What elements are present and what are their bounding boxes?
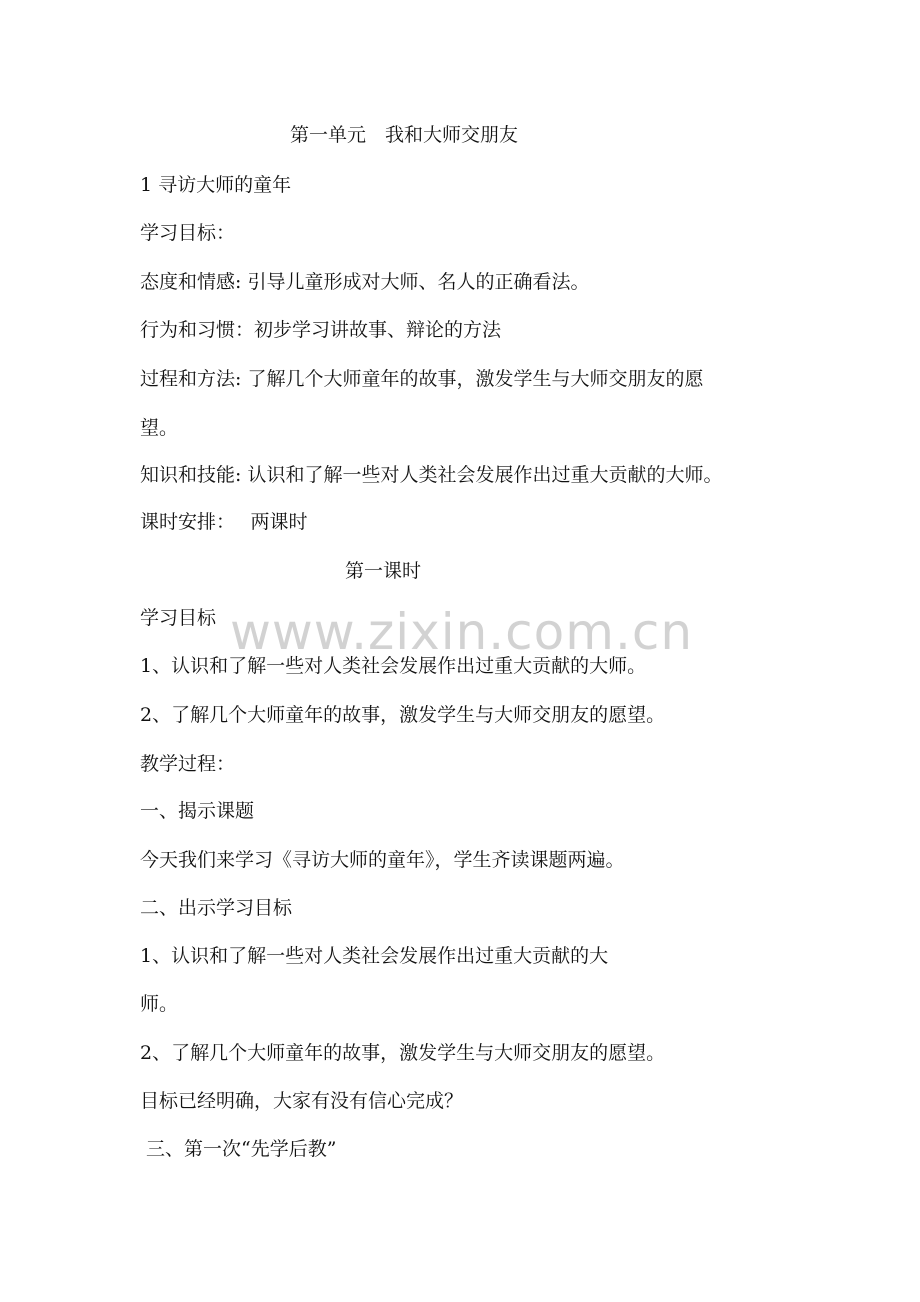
step-3-heading: 三、第一次“先学后教” [140, 1138, 337, 1160]
step-2-heading: 二、出示学习目标 [140, 897, 293, 919]
step-1-heading: 一、揭示课题 [140, 800, 255, 822]
schedule: 课时安排： 两课时 [140, 511, 308, 533]
goal-2: 2、了解几个大师童年的故事，激发学生与大师交朋友的愿望。 [140, 704, 666, 726]
objective-attitude: 态度和情感: 引导儿童形成对大师、名人的正确看法。 [140, 271, 590, 293]
watermark: www.zixin.com.cn [230, 603, 694, 661]
objective-process-line1: 过程和方法: 了解几个大师童年的故事，激发学生与大师交朋友的愿 [140, 368, 704, 390]
lesson-title: 1 寻访大师的童年 [140, 174, 292, 196]
unit-title: 第一单元 我和大师交朋友 [290, 124, 519, 146]
period-title: 第一课时 [345, 560, 422, 582]
objective-process-line2: 望。 [140, 417, 179, 439]
objectives-heading: 学习目标： [140, 222, 236, 244]
goals-heading: 学习目标 [140, 607, 217, 629]
process-heading: 教学过程： [140, 753, 236, 775]
objective-behavior: 行为和习惯：初步学习讲故事、辩论的方法 [140, 319, 502, 341]
step-2-question: 目标已经明确，大家有没有信心完成？ [140, 1090, 464, 1112]
goal-1: 1、认识和了解一些对人类社会发展作出过重大贡献的大师。 [140, 655, 647, 677]
step-2-goal-1-line2: 师。 [140, 993, 179, 1015]
objective-knowledge: 知识和技能: 认识和了解一些对人类社会发展作出过重大贡献的大师。 [140, 464, 723, 486]
step-1-text: 今天我们来学习《寻访大师的童年》，学生齐读课题两遍。 [140, 849, 625, 871]
step-2-goal-1-line1: 1、认识和了解一些对人类社会发展作出过重大贡献的大 [140, 945, 609, 967]
step-2-goal-2: 2、了解几个大师童年的故事，激发学生与大师交朋友的愿望。 [140, 1042, 666, 1064]
